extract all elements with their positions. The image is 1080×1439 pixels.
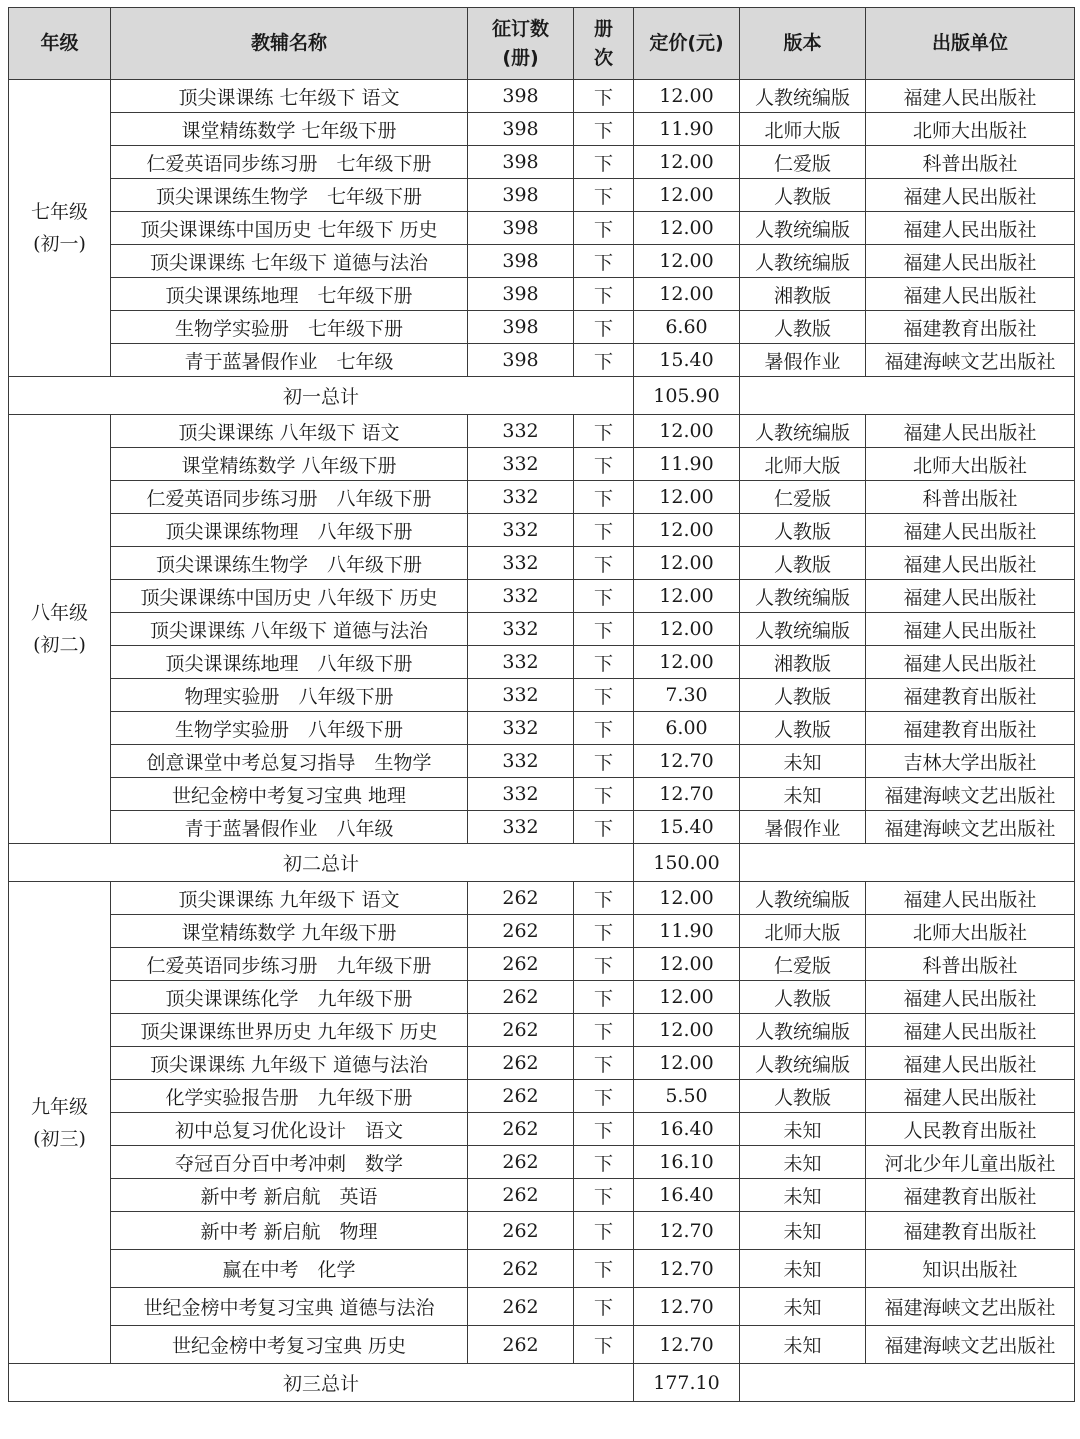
table-row — [9, 113, 1075, 146]
volume: 下 — [574, 948, 634, 981]
volume: 下 — [574, 1326, 634, 1364]
edition: 人教版 — [740, 1080, 866, 1113]
price: 12.70 — [634, 1212, 740, 1250]
order-qty: 262 — [468, 1047, 574, 1080]
price: 12.00 — [634, 580, 740, 613]
price: 12.00 — [634, 212, 740, 245]
order-qty: 262 — [468, 948, 574, 981]
edition: 北师大版 — [740, 915, 866, 948]
table-row — [9, 311, 1075, 344]
price: 15.40 — [634, 344, 740, 377]
book-name: 顶尖课课练生物学 七年级下册 — [111, 179, 468, 212]
price: 11.90 — [634, 448, 740, 481]
publisher: 福建人民出版社 — [866, 613, 1075, 646]
volume: 下 — [574, 1250, 634, 1288]
header-volume-line1: 册 — [593, 17, 613, 40]
volume: 下 — [574, 1113, 634, 1146]
edition: 仁爱版 — [740, 948, 866, 981]
table-row — [9, 547, 1075, 580]
edition: 未知 — [740, 1146, 866, 1179]
edition: 人教统编版 — [740, 1014, 866, 1047]
order-qty: 262 — [468, 1113, 574, 1146]
publisher: 福建人民出版社 — [866, 646, 1075, 679]
price: 6.60 — [634, 311, 740, 344]
publisher: 北师大出版社 — [866, 113, 1075, 146]
table-header — [9, 8, 1075, 80]
publisher: 福建人民出版社 — [866, 415, 1075, 448]
grade-label: 八年级 — [30, 602, 88, 624]
book-name: 青于蓝暑假作业 七年级 — [111, 344, 468, 377]
publisher: 福建人民出版社 — [866, 179, 1075, 212]
publisher: 福建人民出版社 — [866, 1080, 1075, 1113]
order-qty: 332 — [468, 778, 574, 811]
order-qty: 332 — [468, 646, 574, 679]
price: 12.00 — [634, 646, 740, 679]
price: 12.00 — [634, 245, 740, 278]
publisher: 福建人民出版社 — [866, 1014, 1075, 1047]
header-volume — [574, 8, 634, 80]
order-qty: 332 — [468, 448, 574, 481]
table-row — [9, 1080, 1075, 1113]
volume: 下 — [574, 1014, 634, 1047]
publisher: 福建教育出版社 — [866, 712, 1075, 745]
book-name: 课堂精练数学 八年级下册 — [111, 448, 468, 481]
edition: 湘教版 — [740, 646, 866, 679]
header-volume-line2: 次 — [593, 46, 613, 69]
price: 12.70 — [634, 778, 740, 811]
table-row — [9, 212, 1075, 245]
publisher: 福建海峡文艺出版社 — [866, 811, 1075, 844]
publisher: 福建人民出版社 — [866, 981, 1075, 1014]
volume: 下 — [574, 811, 634, 844]
edition: 人教版 — [740, 514, 866, 547]
order-qty: 262 — [468, 1179, 574, 1212]
header-qty — [468, 8, 574, 80]
edition: 人教统编版 — [740, 613, 866, 646]
subtotal-value: 177.10 — [634, 1364, 740, 1402]
price: 12.00 — [634, 278, 740, 311]
volume: 下 — [574, 1146, 634, 1179]
volume: 下 — [574, 212, 634, 245]
edition: 人教统编版 — [740, 245, 866, 278]
price: 7.30 — [634, 679, 740, 712]
book-name: 仁爱英语同步练习册 七年级下册 — [111, 146, 468, 179]
subtotal-row — [9, 377, 1075, 415]
order-qty: 398 — [468, 278, 574, 311]
table-row — [9, 981, 1075, 1014]
publisher: 福建人民出版社 — [866, 278, 1075, 311]
table-row — [9, 915, 1075, 948]
price: 16.10 — [634, 1146, 740, 1179]
subtotal-row — [9, 1364, 1075, 1402]
publisher: 福建海峡文艺出版社 — [866, 778, 1075, 811]
edition: 人教版 — [740, 712, 866, 745]
publisher: 福建人民出版社 — [866, 580, 1075, 613]
table-row — [9, 778, 1075, 811]
book-name: 顶尖课课练中国历史 七年级下 历史 — [111, 212, 468, 245]
edition: 人教版 — [740, 179, 866, 212]
edition: 人教版 — [740, 311, 866, 344]
book-name: 夺冠百分百中考冲刺 数学 — [111, 1146, 468, 1179]
subtotal-value: 150.00 — [634, 844, 740, 882]
table-row — [9, 344, 1075, 377]
price: 12.70 — [634, 1288, 740, 1326]
publisher: 福建海峡文艺出版社 — [866, 1326, 1075, 1364]
table-row — [9, 613, 1075, 646]
book-name: 顶尖课课练 九年级下 道德与法治 — [111, 1047, 468, 1080]
edition: 未知 — [740, 778, 866, 811]
price: 12.00 — [634, 146, 740, 179]
publisher: 福建人民出版社 — [866, 212, 1075, 245]
grade-cell — [9, 415, 111, 844]
book-name: 化学实验报告册 九年级下册 — [111, 1080, 468, 1113]
publisher: 福建教育出版社 — [866, 679, 1075, 712]
table-row — [9, 1113, 1075, 1146]
volume: 下 — [574, 514, 634, 547]
edition: 未知 — [740, 745, 866, 778]
book-name: 顶尖课课练 九年级下 语文 — [111, 882, 468, 915]
volume: 下 — [574, 981, 634, 1014]
book-name: 新中考 新启航 物理 — [111, 1212, 468, 1250]
book-name: 物理实验册 八年级下册 — [111, 679, 468, 712]
order-qty: 398 — [468, 245, 574, 278]
edition: 仁爱版 — [740, 481, 866, 514]
grade-sublabel: (初三) — [33, 1127, 86, 1150]
edition: 人教版 — [740, 547, 866, 580]
edition: 未知 — [740, 1113, 866, 1146]
table-row — [9, 1326, 1075, 1364]
price: 12.00 — [634, 613, 740, 646]
subtotal-blank — [740, 844, 1075, 882]
book-name: 青于蓝暑假作业 八年级 — [111, 811, 468, 844]
book-name: 顶尖课课练地理 八年级下册 — [111, 646, 468, 679]
edition: 暑假作业 — [740, 811, 866, 844]
book-name: 顶尖课课练物理 八年级下册 — [111, 514, 468, 547]
book-name: 顶尖课课练生物学 八年级下册 — [111, 547, 468, 580]
price: 12.00 — [634, 1014, 740, 1047]
volume: 下 — [574, 646, 634, 679]
order-qty: 398 — [468, 212, 574, 245]
publisher: 人民教育出版社 — [866, 1113, 1075, 1146]
publisher: 吉林大学出版社 — [866, 745, 1075, 778]
volume: 下 — [574, 1288, 634, 1326]
price: 15.40 — [634, 811, 740, 844]
price: 12.70 — [634, 745, 740, 778]
table-row — [9, 745, 1075, 778]
price: 12.00 — [634, 1047, 740, 1080]
edition: 未知 — [740, 1212, 866, 1250]
table-body — [9, 80, 1075, 1402]
publisher: 福建人民出版社 — [866, 547, 1075, 580]
publisher: 福建海峡文艺出版社 — [866, 344, 1075, 377]
publisher: 福建人民出版社 — [866, 514, 1075, 547]
publisher: 福建人民出版社 — [866, 245, 1075, 278]
grade-sublabel: (初一) — [33, 233, 86, 255]
table-row — [9, 415, 1075, 448]
order-qty: 262 — [468, 915, 574, 948]
table-row — [9, 245, 1075, 278]
table-row — [9, 712, 1075, 745]
order-qty: 398 — [468, 344, 574, 377]
book-name: 仁爱英语同步练习册 九年级下册 — [111, 948, 468, 981]
publisher: 福建人民出版社 — [866, 1047, 1075, 1080]
grade-cell — [9, 882, 111, 1364]
volume: 下 — [574, 481, 634, 514]
table-row — [9, 811, 1075, 844]
volume: 下 — [574, 882, 634, 915]
table-row — [9, 1146, 1075, 1179]
price: 6.00 — [634, 712, 740, 745]
edition: 人教统编版 — [740, 415, 866, 448]
edition: 北师大版 — [740, 113, 866, 146]
volume: 下 — [574, 311, 634, 344]
table-row — [9, 80, 1075, 113]
table-row — [9, 948, 1075, 981]
book-name: 顶尖课课练中国历史 八年级下 历史 — [111, 580, 468, 613]
book-name: 新中考 新启航 英语 — [111, 1179, 468, 1212]
order-qty: 398 — [468, 113, 574, 146]
subtotal-row — [9, 844, 1075, 882]
price: 12.00 — [634, 514, 740, 547]
table-row — [9, 278, 1075, 311]
price: 16.40 — [634, 1179, 740, 1212]
subtotal-label: 初二总计 — [9, 844, 634, 882]
edition: 人教版 — [740, 981, 866, 1014]
publisher: 科普出版社 — [866, 481, 1075, 514]
price: 12.00 — [634, 80, 740, 113]
order-qty: 332 — [468, 415, 574, 448]
order-qty: 332 — [468, 481, 574, 514]
table-row — [9, 448, 1075, 481]
edition: 人教统编版 — [740, 580, 866, 613]
volume: 下 — [574, 80, 634, 113]
order-qty: 398 — [468, 146, 574, 179]
order-qty: 398 — [468, 311, 574, 344]
table-row — [9, 882, 1075, 915]
volume: 下 — [574, 415, 634, 448]
volume: 下 — [574, 580, 634, 613]
price: 16.40 — [634, 1113, 740, 1146]
price: 12.00 — [634, 179, 740, 212]
subtotal-blank — [740, 377, 1075, 415]
table-row — [9, 1250, 1075, 1288]
order-qty: 262 — [468, 1250, 574, 1288]
table-row — [9, 1179, 1075, 1212]
edition: 北师大版 — [740, 448, 866, 481]
order-qty: 332 — [468, 580, 574, 613]
edition: 仁爱版 — [740, 146, 866, 179]
volume: 下 — [574, 613, 634, 646]
volume: 下 — [574, 1179, 634, 1212]
book-name: 世纪金榜中考复习宝典 道德与法治 — [111, 1288, 468, 1326]
book-name: 顶尖课课练地理 七年级下册 — [111, 278, 468, 311]
order-qty: 262 — [468, 1212, 574, 1250]
publisher: 科普出版社 — [866, 948, 1075, 981]
table-row — [9, 1047, 1075, 1080]
book-name: 顶尖课课练 八年级下 道德与法治 — [111, 613, 468, 646]
book-name: 世纪金榜中考复习宝典 历史 — [111, 1326, 468, 1364]
volume: 下 — [574, 278, 634, 311]
book-name: 顶尖课课练世界历史 九年级下 历史 — [111, 1014, 468, 1047]
order-qty: 398 — [468, 179, 574, 212]
publisher: 福建教育出版社 — [866, 311, 1075, 344]
publisher: 知识出版社 — [866, 1250, 1075, 1288]
volume: 下 — [574, 745, 634, 778]
price: 12.00 — [634, 981, 740, 1014]
order-qty: 262 — [468, 1288, 574, 1326]
textbook-order-table — [8, 7, 1075, 1402]
grade-label: 九年级 — [30, 1095, 88, 1118]
price: 12.00 — [634, 948, 740, 981]
order-qty: 332 — [468, 811, 574, 844]
table-row — [9, 179, 1075, 212]
table-row — [9, 1212, 1075, 1250]
book-name: 课堂精练数学 七年级下册 — [111, 113, 468, 146]
volume: 下 — [574, 344, 634, 377]
publisher: 北师大出版社 — [866, 915, 1075, 948]
subtotal-label: 初三总计 — [9, 1364, 634, 1402]
subtotal-label: 初一总计 — [9, 377, 634, 415]
volume: 下 — [574, 1080, 634, 1113]
price: 12.00 — [634, 882, 740, 915]
table-row — [9, 1014, 1075, 1047]
book-name: 顶尖课课练 八年级下 语文 — [111, 415, 468, 448]
grade-label: 七年级 — [30, 201, 88, 223]
header-publisher: 出版单位 — [866, 8, 1075, 80]
table-row — [9, 481, 1075, 514]
edition: 未知 — [740, 1250, 866, 1288]
book-name: 生物学实验册 八年级下册 — [111, 712, 468, 745]
order-qty: 398 — [468, 80, 574, 113]
header-price: 定价(元) — [634, 8, 740, 80]
publisher: 福建教育出版社 — [866, 1212, 1075, 1250]
price: 5.50 — [634, 1080, 740, 1113]
publisher: 河北少年儿童出版社 — [866, 1146, 1075, 1179]
grade-sublabel: (初二) — [33, 634, 86, 656]
volume: 下 — [574, 113, 634, 146]
book-name: 初中总复习优化设计 语文 — [111, 1113, 468, 1146]
edition: 湘教版 — [740, 278, 866, 311]
edition: 未知 — [740, 1326, 866, 1364]
book-name: 顶尖课课练 七年级下 道德与法治 — [111, 245, 468, 278]
order-qty: 332 — [468, 514, 574, 547]
book-name: 创意课堂中考总复习指导 生物学 — [111, 745, 468, 778]
price: 12.00 — [634, 547, 740, 580]
order-qty: 262 — [468, 882, 574, 915]
price: 12.70 — [634, 1250, 740, 1288]
volume: 下 — [574, 146, 634, 179]
order-qty: 262 — [468, 1326, 574, 1364]
header-qty-line1: 征订数 — [491, 17, 549, 40]
order-qty: 262 — [468, 1080, 574, 1113]
price: 12.00 — [634, 415, 740, 448]
edition: 人教统编版 — [740, 882, 866, 915]
order-qty: 262 — [468, 1146, 574, 1179]
edition: 人教版 — [740, 679, 866, 712]
order-qty: 332 — [468, 712, 574, 745]
price: 11.90 — [634, 915, 740, 948]
book-name: 课堂精练数学 九年级下册 — [111, 915, 468, 948]
table-row — [9, 514, 1075, 547]
volume: 下 — [574, 778, 634, 811]
volume: 下 — [574, 1047, 634, 1080]
publisher: 福建人民出版社 — [866, 882, 1075, 915]
order-qty: 262 — [468, 981, 574, 1014]
edition: 未知 — [740, 1179, 866, 1212]
header-grade: 年级 — [9, 8, 111, 80]
book-name: 顶尖课课练化学 九年级下册 — [111, 981, 468, 1014]
edition: 暑假作业 — [740, 344, 866, 377]
book-name: 仁爱英语同步练习册 八年级下册 — [111, 481, 468, 514]
table-row — [9, 146, 1075, 179]
volume: 下 — [574, 547, 634, 580]
book-name: 世纪金榜中考复习宝典 地理 — [111, 778, 468, 811]
price: 12.00 — [634, 481, 740, 514]
publisher: 北师大出版社 — [866, 448, 1075, 481]
header-name: 教辅名称 — [111, 8, 468, 80]
volume: 下 — [574, 448, 634, 481]
volume: 下 — [574, 179, 634, 212]
publisher: 福建海峡文艺出版社 — [866, 1288, 1075, 1326]
book-name: 赢在中考 化学 — [111, 1250, 468, 1288]
table-row — [9, 679, 1075, 712]
order-qty: 262 — [468, 1014, 574, 1047]
publisher: 科普出版社 — [866, 146, 1075, 179]
table-row — [9, 646, 1075, 679]
book-name: 顶尖课课练 七年级下 语文 — [111, 80, 468, 113]
volume: 下 — [574, 915, 634, 948]
subtotal-blank — [740, 1364, 1075, 1402]
header-edition: 版本 — [740, 8, 866, 80]
subtotal-value: 105.90 — [634, 377, 740, 415]
order-qty: 332 — [468, 679, 574, 712]
order-qty: 332 — [468, 745, 574, 778]
order-qty: 332 — [468, 547, 574, 580]
edition: 未知 — [740, 1288, 866, 1326]
order-qty: 332 — [468, 613, 574, 646]
volume: 下 — [574, 1212, 634, 1250]
price: 12.70 — [634, 1326, 740, 1364]
publisher: 福建人民出版社 — [866, 80, 1075, 113]
edition: 人教统编版 — [740, 80, 866, 113]
publisher: 福建教育出版社 — [866, 1179, 1075, 1212]
book-name: 生物学实验册 七年级下册 — [111, 311, 468, 344]
volume: 下 — [574, 679, 634, 712]
table-row — [9, 1288, 1075, 1326]
volume: 下 — [574, 712, 634, 745]
volume: 下 — [574, 245, 634, 278]
edition: 人教统编版 — [740, 1047, 866, 1080]
price: 11.90 — [634, 113, 740, 146]
grade-cell — [9, 80, 111, 377]
edition: 人教统编版 — [740, 212, 866, 245]
header-qty-line2: (册) — [502, 46, 539, 69]
table-row — [9, 580, 1075, 613]
